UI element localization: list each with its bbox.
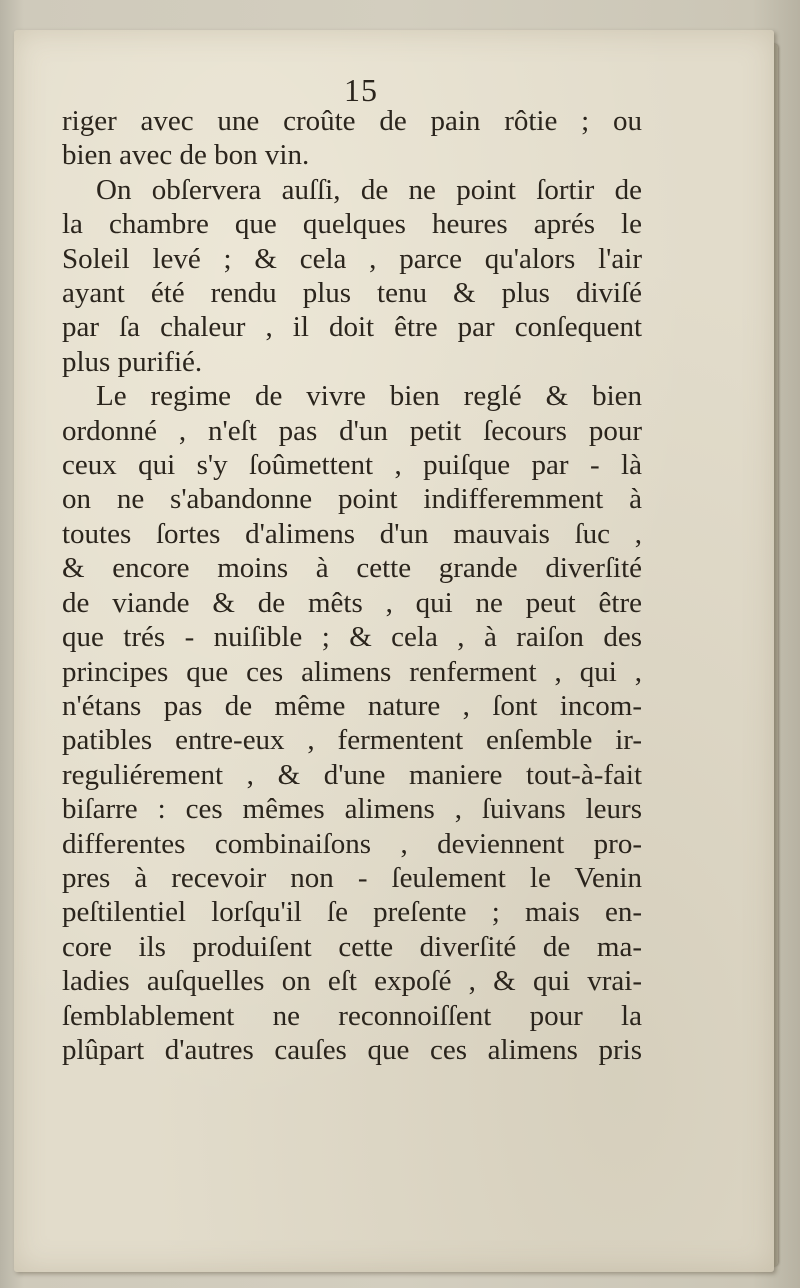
text-line: principes que ces alimens renferment , qui , — [62, 655, 642, 688]
text-line: plûpart d'autres cauſes que ces alimens pris — [62, 1033, 642, 1066]
text-line: peſtilentiel lorſqu'il ſe preſente ; mais en- — [62, 896, 642, 929]
text-line: ladies auſquelles on eſt expoſé , & qui vrai- — [62, 965, 642, 998]
text-line: reguliérement , & d'une maniere tout-à-fait — [62, 758, 642, 791]
text-line: ſemblablement ne reconnoiſſent pour la — [62, 999, 642, 1032]
paragraph-start-line: On obſervera auſſi, de ne point ſortir de — [96, 173, 642, 206]
text-line: & encore moins à cette grande diverſité — [62, 552, 642, 585]
text-line: ordonné , n'eſt pas d'un petit ſecours pour — [62, 414, 642, 447]
body-text — [62, 104, 642, 1067]
text-line: Soleil levé ; & cela , parce qu'alors l'air — [62, 242, 642, 275]
text-line: la chambre que quelques heures aprés le — [62, 208, 642, 241]
text-line: de viande & de mêts , qui ne peut être — [62, 586, 642, 619]
text-line: que trés - nuiſible ; & cela , à raiſon des — [62, 621, 642, 654]
text-line: ceux qui s'y ſoûmettent , puiſque par - là — [62, 449, 642, 482]
text-line: par ſa chaleur , il doit être par conſequent — [62, 311, 642, 344]
paragraph-start-line: Le regime de vivre bien reglé & bien — [96, 380, 642, 413]
text-line: core ils produiſent cette diverſité de ma- — [62, 930, 642, 963]
text-line: on ne s'abandonne point indifferemment à — [62, 483, 642, 516]
text-line: patibles entre-eux , fermentent enſemble ir- — [62, 724, 642, 757]
text-line: differentes combinaiſons , deviennent pro- — [62, 827, 642, 860]
text-line: n'étans pas de même nature , ſont incom- — [62, 689, 642, 722]
text-line: plus purifié. — [62, 345, 203, 378]
text-line: riger avec une croûte de pain rôtie ; ou — [62, 105, 642, 137]
text-line: ayant été rendu plus tenu & plus diviſé — [62, 277, 642, 310]
text-line: biſarre : ces mêmes alimens , ſuivans leurs — [62, 793, 642, 826]
text-line: bien avec de bon vin. — [62, 139, 310, 172]
text-line: pres à recevoir non - ſeulement le Venin — [62, 861, 642, 894]
page-number: 15 — [344, 72, 378, 108]
text-line: toutes ſortes d'alimens d'un mauvais ſuc , — [62, 517, 642, 550]
